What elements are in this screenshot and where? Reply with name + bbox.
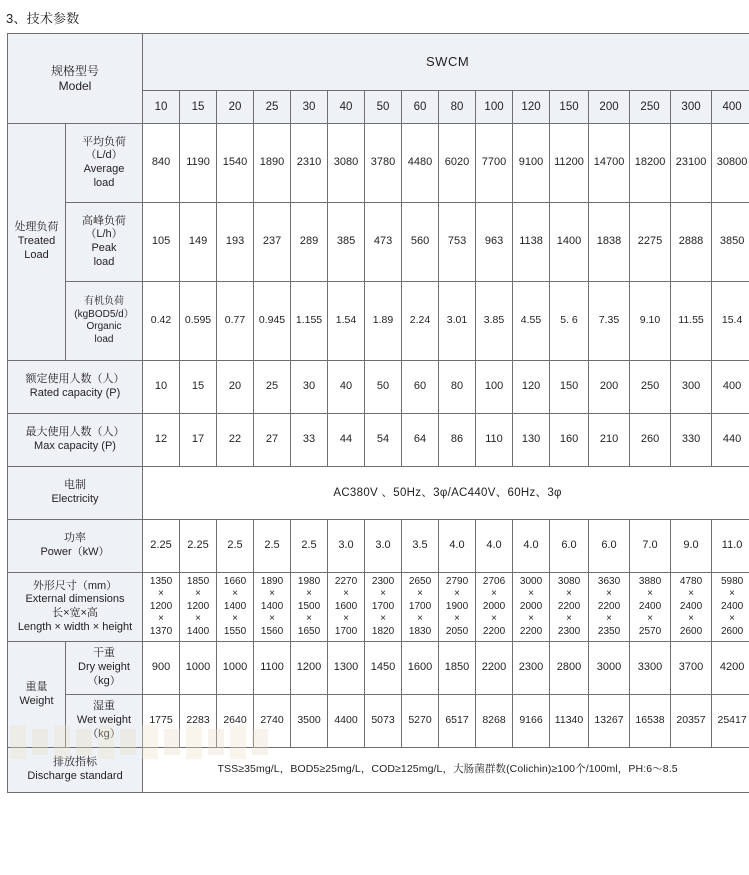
cell-value: 289 bbox=[291, 203, 328, 282]
cell-value: 2.24 bbox=[402, 282, 439, 361]
cell-value: 3000 × 2000 × 2200 bbox=[513, 573, 550, 642]
cell-value: 1850 × 1200 × 1400 bbox=[180, 573, 217, 642]
cell-value: 4.0 bbox=[476, 520, 513, 573]
cell-value: 12 bbox=[143, 414, 180, 467]
row-label-cn: 最大使用人数（人） bbox=[25, 426, 125, 439]
cell-value-discharge-standard: TSS≥35mg/L，BOD5≥25mg/L，COD≥125mg/L，大肠菌群数(Colichin)≥100个/100ml，PH:6～8.5 bbox=[143, 748, 749, 793]
cell-value: 560 bbox=[402, 203, 439, 282]
column-header: 150 bbox=[550, 91, 589, 124]
cell-value: 50 bbox=[365, 361, 402, 414]
cell-value: 840 bbox=[143, 124, 180, 203]
row-label-en: Average bbox=[83, 163, 125, 175]
cell-value: 3700 bbox=[671, 642, 712, 695]
cell-value: 1400 bbox=[550, 203, 589, 282]
cell-value: 1190 bbox=[180, 124, 217, 203]
row-label-en2: load bbox=[94, 333, 114, 345]
cell-value: 2300 bbox=[513, 642, 550, 695]
row-label-discharge-standard bbox=[8, 748, 143, 793]
table-row bbox=[8, 203, 749, 282]
cell-value: 2.25 bbox=[180, 520, 217, 573]
row-label-cn: 有机负荷 bbox=[84, 296, 124, 307]
row-label-cn: 干重 bbox=[93, 647, 115, 660]
row-label-en: Power（kW） bbox=[40, 546, 110, 558]
cell-value: 7.35 bbox=[589, 282, 630, 361]
cell-value: 3630 × 2200 × 2350 bbox=[589, 573, 630, 642]
group-label-en2: Load bbox=[24, 248, 49, 261]
column-header: 120 bbox=[513, 91, 550, 124]
cell-value: 8268 bbox=[476, 695, 513, 748]
cell-value: 9100 bbox=[513, 124, 550, 203]
cell-value: 11.55 bbox=[671, 282, 712, 361]
cell-value: 1890 × 1400 × 1560 bbox=[254, 573, 291, 642]
cell-value: 110 bbox=[476, 414, 513, 467]
cell-value: 2650 × 1700 × 1830 bbox=[402, 573, 439, 642]
row-label-cn: 排放指标 bbox=[53, 756, 97, 769]
cell-value: 1980 × 1500 × 1650 bbox=[291, 573, 328, 642]
group-label-en: Weight bbox=[19, 694, 54, 707]
cell-value: 60 bbox=[402, 361, 439, 414]
cell-value: 15.4 bbox=[712, 282, 749, 361]
column-header: 40 bbox=[328, 91, 365, 124]
row-label-en: Peak bbox=[91, 242, 117, 254]
cell-value: 9.10 bbox=[630, 282, 671, 361]
cell-value: 3.01 bbox=[439, 282, 476, 361]
cell-value: 1450 bbox=[365, 642, 402, 695]
table-row bbox=[8, 642, 749, 695]
cell-value: 2275 bbox=[630, 203, 671, 282]
cell-value: 54 bbox=[365, 414, 402, 467]
cell-value: 2888 bbox=[671, 203, 712, 282]
page-title: 3、技术参数 bbox=[6, 11, 80, 26]
group-label-cn: 处理负荷 bbox=[14, 221, 59, 234]
cell-value: 149 bbox=[180, 203, 217, 282]
model-header-cn: 规格型号 bbox=[51, 63, 100, 78]
cell-value: 3.0 bbox=[328, 520, 365, 573]
cell-value: 3780 bbox=[365, 124, 402, 203]
cell-value: 14700 bbox=[589, 124, 630, 203]
model-header-en: Model bbox=[58, 78, 92, 93]
cell-value: 3500 bbox=[291, 695, 328, 748]
cell-value: 210 bbox=[589, 414, 630, 467]
row-label-unit: （kg） bbox=[87, 727, 121, 740]
group-label-en: Treated bbox=[17, 235, 56, 248]
cell-value: 16538 bbox=[630, 695, 671, 748]
cell-value: 2.5 bbox=[254, 520, 291, 573]
cell-value: 2300 × 1700 × 1820 bbox=[365, 573, 402, 642]
cell-value: 20 bbox=[217, 361, 254, 414]
cell-value: 105 bbox=[143, 203, 180, 282]
cell-value: 2706 × 2000 × 2200 bbox=[476, 573, 513, 642]
row-label-cn: 额定使用人数（人） bbox=[25, 373, 125, 386]
cell-value: 385 bbox=[328, 203, 365, 282]
cell-value: 40 bbox=[328, 361, 365, 414]
cell-value: 237 bbox=[254, 203, 291, 282]
cell-value: 1775 bbox=[143, 695, 180, 748]
cell-value: 3080 bbox=[328, 124, 365, 203]
cell-value: 10 bbox=[143, 361, 180, 414]
cell-value: 400 bbox=[712, 361, 749, 414]
row-label-cn: 功率 bbox=[64, 532, 86, 545]
cell-value: 1000 bbox=[217, 642, 254, 695]
row-label-en: Max capacity (P) bbox=[34, 440, 116, 452]
cell-value: 6517 bbox=[439, 695, 476, 748]
row-label-en2: Length × width × height bbox=[17, 620, 133, 633]
cell-value: 23100 bbox=[671, 124, 712, 203]
cell-value: 3.85 bbox=[476, 282, 513, 361]
table-row bbox=[8, 520, 749, 573]
cell-value: 100 bbox=[476, 361, 513, 414]
cell-value: 1.54 bbox=[328, 282, 365, 361]
cell-value: 1350 × 1200 × 1370 bbox=[143, 573, 180, 642]
cell-value: 1.89 bbox=[365, 282, 402, 361]
row-label-electricity bbox=[8, 467, 143, 520]
row-label-en: Rated capacity (P) bbox=[29, 387, 121, 399]
cell-value: 2.25 bbox=[143, 520, 180, 573]
cell-value: 2.5 bbox=[217, 520, 254, 573]
row-group-weight bbox=[8, 642, 66, 748]
cell-value: 6.0 bbox=[589, 520, 630, 573]
row-label-cn: 电制 bbox=[64, 479, 86, 492]
column-header: 10 bbox=[143, 91, 180, 124]
table-row bbox=[8, 414, 749, 467]
cell-value: 25 bbox=[254, 361, 291, 414]
cell-value: 4480 bbox=[402, 124, 439, 203]
cell-value: 150 bbox=[550, 361, 589, 414]
group-label-cn: 重量 bbox=[25, 680, 48, 693]
table-row bbox=[8, 124, 749, 203]
cell-value: 2800 bbox=[550, 642, 589, 695]
row-label-en2: load bbox=[93, 176, 115, 189]
row-label-wet-weight bbox=[66, 695, 143, 748]
row-label-unit: （L/h） bbox=[85, 228, 123, 241]
cell-value: 33 bbox=[291, 414, 328, 467]
cell-value: 2270 × 1600 × 1700 bbox=[328, 573, 365, 642]
cell-value: 3.0 bbox=[365, 520, 402, 573]
column-header: 80 bbox=[439, 91, 476, 124]
cell-value: 20357 bbox=[671, 695, 712, 748]
cell-value: 30 bbox=[291, 361, 328, 414]
cell-value: 0.595 bbox=[180, 282, 217, 361]
cell-value: 193 bbox=[217, 203, 254, 282]
row-label-en: External dimensions bbox=[25, 593, 125, 606]
cell-value: 22 bbox=[217, 414, 254, 467]
column-header: 200 bbox=[589, 91, 630, 124]
row-label-organic-load bbox=[66, 282, 143, 361]
cell-value: 963 bbox=[476, 203, 513, 282]
column-header: 400 bbox=[712, 91, 749, 124]
cell-value: 2.5 bbox=[291, 520, 328, 573]
cell-value: 3.5 bbox=[402, 520, 439, 573]
column-header: 250 bbox=[630, 91, 671, 124]
cell-value: 4400 bbox=[328, 695, 365, 748]
table-row bbox=[8, 573, 749, 642]
cell-value: 473 bbox=[365, 203, 402, 282]
cell-value: 1200 bbox=[291, 642, 328, 695]
column-header: 100 bbox=[476, 91, 513, 124]
cell-value: 1850 bbox=[439, 642, 476, 695]
cell-value: 250 bbox=[630, 361, 671, 414]
cell-value: 5980 × 2400 × 2600 bbox=[712, 573, 749, 642]
cell-value: 300 bbox=[671, 361, 712, 414]
table-row bbox=[8, 361, 749, 414]
cell-value: 3880 × 2400 × 2570 bbox=[630, 573, 671, 642]
cell-value: 5270 bbox=[402, 695, 439, 748]
series-header-cell: SWCM bbox=[143, 34, 749, 91]
row-label-max-capacity bbox=[8, 414, 143, 467]
cell-value: 0.42 bbox=[143, 282, 180, 361]
cell-value: 1600 bbox=[402, 642, 439, 695]
row-label-en: Dry weight bbox=[78, 661, 130, 674]
cell-value: 11.0 bbox=[712, 520, 749, 573]
cell-value: 6020 bbox=[439, 124, 476, 203]
cell-value: 3850 bbox=[712, 203, 749, 282]
row-label-en: Discharge standard bbox=[27, 770, 123, 782]
column-header: 300 bbox=[671, 91, 712, 124]
cell-value: 1000 bbox=[180, 642, 217, 695]
row-label-cn: 高峰负荷 bbox=[82, 214, 126, 227]
cell-value: 4780 × 2400 × 2600 bbox=[671, 573, 712, 642]
cell-value: 1540 bbox=[217, 124, 254, 203]
cell-value: 1660 × 1400 × 1550 bbox=[217, 573, 254, 642]
model-header-cell bbox=[8, 34, 143, 124]
cell-value: 130 bbox=[513, 414, 550, 467]
row-label-peak-load bbox=[66, 203, 143, 282]
cell-value: 4.0 bbox=[439, 520, 476, 573]
row-label-cn: 平均负荷 bbox=[82, 135, 126, 148]
cell-value: 5073 bbox=[365, 695, 402, 748]
cell-value: 120 bbox=[513, 361, 550, 414]
row-label-dry-weight bbox=[66, 642, 143, 695]
column-header: 30 bbox=[291, 91, 328, 124]
row-label-en: Electricity bbox=[51, 493, 99, 505]
cell-value: 1300 bbox=[328, 642, 365, 695]
cell-value: 200 bbox=[589, 361, 630, 414]
row-label-cn2: 长×宽×高 bbox=[52, 607, 98, 619]
cell-value: 6.0 bbox=[550, 520, 589, 573]
column-header: 50 bbox=[365, 91, 402, 124]
cell-value: 30800 bbox=[712, 124, 749, 203]
cell-value: 13267 bbox=[589, 695, 630, 748]
cell-value: 2790 × 1900 × 2050 bbox=[439, 573, 476, 642]
row-label-power bbox=[8, 520, 143, 573]
cell-value: 86 bbox=[439, 414, 476, 467]
cell-value: 2640 bbox=[217, 695, 254, 748]
row-label-average-load bbox=[66, 124, 143, 203]
cell-value: 330 bbox=[671, 414, 712, 467]
column-header: 60 bbox=[402, 91, 439, 124]
column-header: 15 bbox=[180, 91, 217, 124]
cell-value: 160 bbox=[550, 414, 589, 467]
table-row bbox=[8, 695, 749, 748]
cell-value: 5. 6 bbox=[550, 282, 589, 361]
cell-value: 2310 bbox=[291, 124, 328, 203]
cell-value: 0.77 bbox=[217, 282, 254, 361]
cell-value: 64 bbox=[402, 414, 439, 467]
row-group-treated-load bbox=[8, 124, 66, 361]
cell-value: 753 bbox=[439, 203, 476, 282]
cell-value: 80 bbox=[439, 361, 476, 414]
cell-value: 2740 bbox=[254, 695, 291, 748]
cell-value: 11200 bbox=[550, 124, 589, 203]
cell-value: 1890 bbox=[254, 124, 291, 203]
cell-value: 1138 bbox=[513, 203, 550, 282]
table-header-row-series bbox=[8, 34, 749, 91]
cell-value: 25417 bbox=[712, 695, 749, 748]
cell-value: 260 bbox=[630, 414, 671, 467]
table-row bbox=[8, 748, 749, 793]
table-row bbox=[8, 467, 749, 520]
row-label-unit: (kgBOD5/d） bbox=[74, 308, 134, 320]
row-label-en2: load bbox=[93, 255, 115, 268]
row-label-en: Organic bbox=[86, 321, 122, 332]
row-label-rated-capacity bbox=[8, 361, 143, 414]
cell-value: 7.0 bbox=[630, 520, 671, 573]
row-label-cn: 外形尺寸（mm） bbox=[32, 579, 118, 592]
cell-value: 4200 bbox=[712, 642, 749, 695]
cell-value: 18200 bbox=[630, 124, 671, 203]
cell-value: 3080 × 2200 × 2300 bbox=[550, 573, 589, 642]
cell-value: 440 bbox=[712, 414, 749, 467]
cell-value: 900 bbox=[143, 642, 180, 695]
column-header: 20 bbox=[217, 91, 254, 124]
technical-parameters-table bbox=[7, 33, 749, 793]
cell-value: 11340 bbox=[550, 695, 589, 748]
cell-value: 7700 bbox=[476, 124, 513, 203]
cell-value-electricity: AC380V 、50Hz、3φ/AC440V、60Hz、3φ bbox=[143, 467, 749, 520]
cell-value: 1838 bbox=[589, 203, 630, 282]
cell-value: 0.945 bbox=[254, 282, 291, 361]
row-label-unit: （L/d） bbox=[85, 149, 123, 162]
cell-value: 15 bbox=[180, 361, 217, 414]
table-row bbox=[8, 282, 749, 361]
cell-value: 1.155 bbox=[291, 282, 328, 361]
cell-value: 4.55 bbox=[513, 282, 550, 361]
column-header: 25 bbox=[254, 91, 291, 124]
cell-value: 27 bbox=[254, 414, 291, 467]
cell-value: 4.0 bbox=[513, 520, 550, 573]
cell-value: 3300 bbox=[630, 642, 671, 695]
cell-value: 2200 bbox=[476, 642, 513, 695]
cell-value: 2283 bbox=[180, 695, 217, 748]
row-label-cn: 湿重 bbox=[93, 700, 115, 713]
cell-value: 9.0 bbox=[671, 520, 712, 573]
cell-value: 3000 bbox=[589, 642, 630, 695]
cell-value: 44 bbox=[328, 414, 365, 467]
cell-value: 1100 bbox=[254, 642, 291, 695]
row-label-external-dimensions bbox=[8, 573, 143, 642]
cell-value: 17 bbox=[180, 414, 217, 467]
row-label-unit: （kg） bbox=[87, 674, 121, 687]
cell-value: 9166 bbox=[513, 695, 550, 748]
row-label-en: Wet weight bbox=[76, 714, 132, 727]
